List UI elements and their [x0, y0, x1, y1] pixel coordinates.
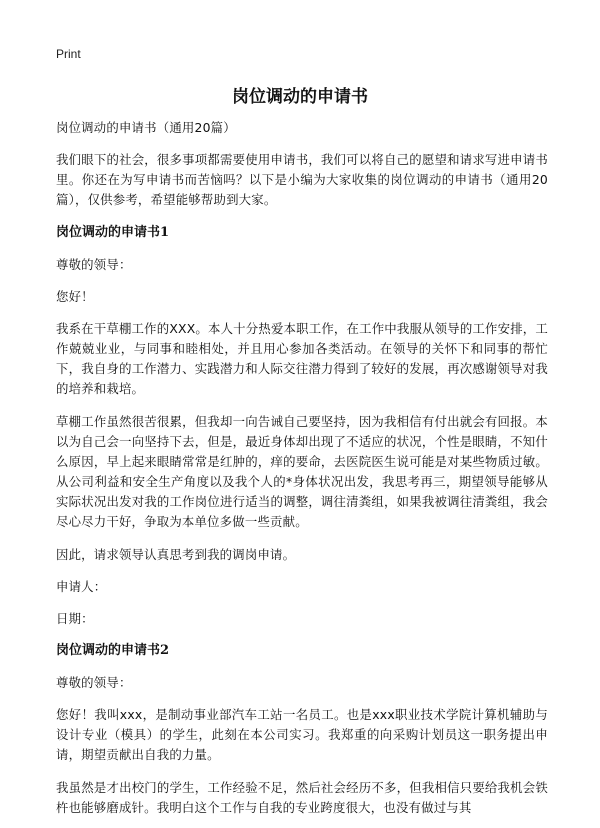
body-paragraph: 您好！我叫xxx，是制动事业部汽车工站一名员工。也是xxx职业技术学院计算机辅助与设计专业（模具）的学生，此刻在本公司实习。我郑重的向采购计划员这一职务提出申请，期望贡献出自我的力量。: [56, 707, 548, 762]
section-heading: 岗位调动的申请书1: [56, 225, 170, 240]
applicant-label: 申请人：: [56, 579, 107, 594]
date-label: 日期：: [56, 611, 94, 626]
document-body: [56, 118, 548, 828]
body-paragraph: 我系在干草棚工作的XXX。本人十分热爱本职工作，在工作中我服从领导的工作安排，工作兢兢业业，与同事和睦相处，并且用心参加各类活动。在领导的关怀下和同事的帮忙下，我自身的工作潜力、实践潜力和人际交往潜力得到了较好的发展，再次感谢领导对我的培养和栽培。: [56, 321, 548, 396]
greeting: 您好！: [56, 289, 94, 304]
body-paragraph: 我虽然是才出校门的学生，工作经验不足，然后社会经历不多，但我相信只要给我机会铁杵也能够磨成针。我明白这个工作与自我的专业跨度很大，也没有做过与其: [56, 780, 548, 815]
page-title: 岗位调动的申请书: [232, 87, 368, 107]
salutation: 尊敬的领导：: [56, 257, 132, 272]
body-paragraph: 因此，请求领导认真思考到我的调岗申请。: [56, 547, 296, 562]
intro-paragraph: 我们眼下的社会，很多事项都需要使用申请书，我们可以将自己的愿望和请求写进申请书里。你还在为写申请书而苦恼吗？以下是小编为大家收集的岗位调动的申请书（通用20篇），仅供参考，希望能够帮助到大家。: [56, 152, 548, 207]
section-heading: 岗位调动的申请书2: [56, 643, 170, 658]
body-paragraph: 草棚工作虽然很苦很累，但我却一向告诫自己要坚持，因为我相信有付出就会有回报。本以为自己会一向坚持下去，但是，最近身体却出现了不适应的状况，个性是眼睛，不知什么原因，早上起来眼睛常常是红肿的，痒的要命，去医院医生说可能是对某些物质过敏。从公司利益和安全生产角度以及我个人的*身体状况出发，我思考再三，期望领导能够从实际状况出发对我的工作岗位进行适当的调整，调往清粪组，如果我被调往清粪组，我会尽心尽力干好，争取为本单位多做一些贡献。: [56, 414, 548, 529]
letter-section-1: [56, 223, 548, 629]
print-link[interactable]: Print: [56, 47, 81, 61]
letter-section-2: [56, 641, 548, 818]
salutation: 尊敬的领导：: [56, 675, 132, 690]
document-subtitle: 岗位调动的申请书（通用20篇）: [56, 120, 236, 135]
